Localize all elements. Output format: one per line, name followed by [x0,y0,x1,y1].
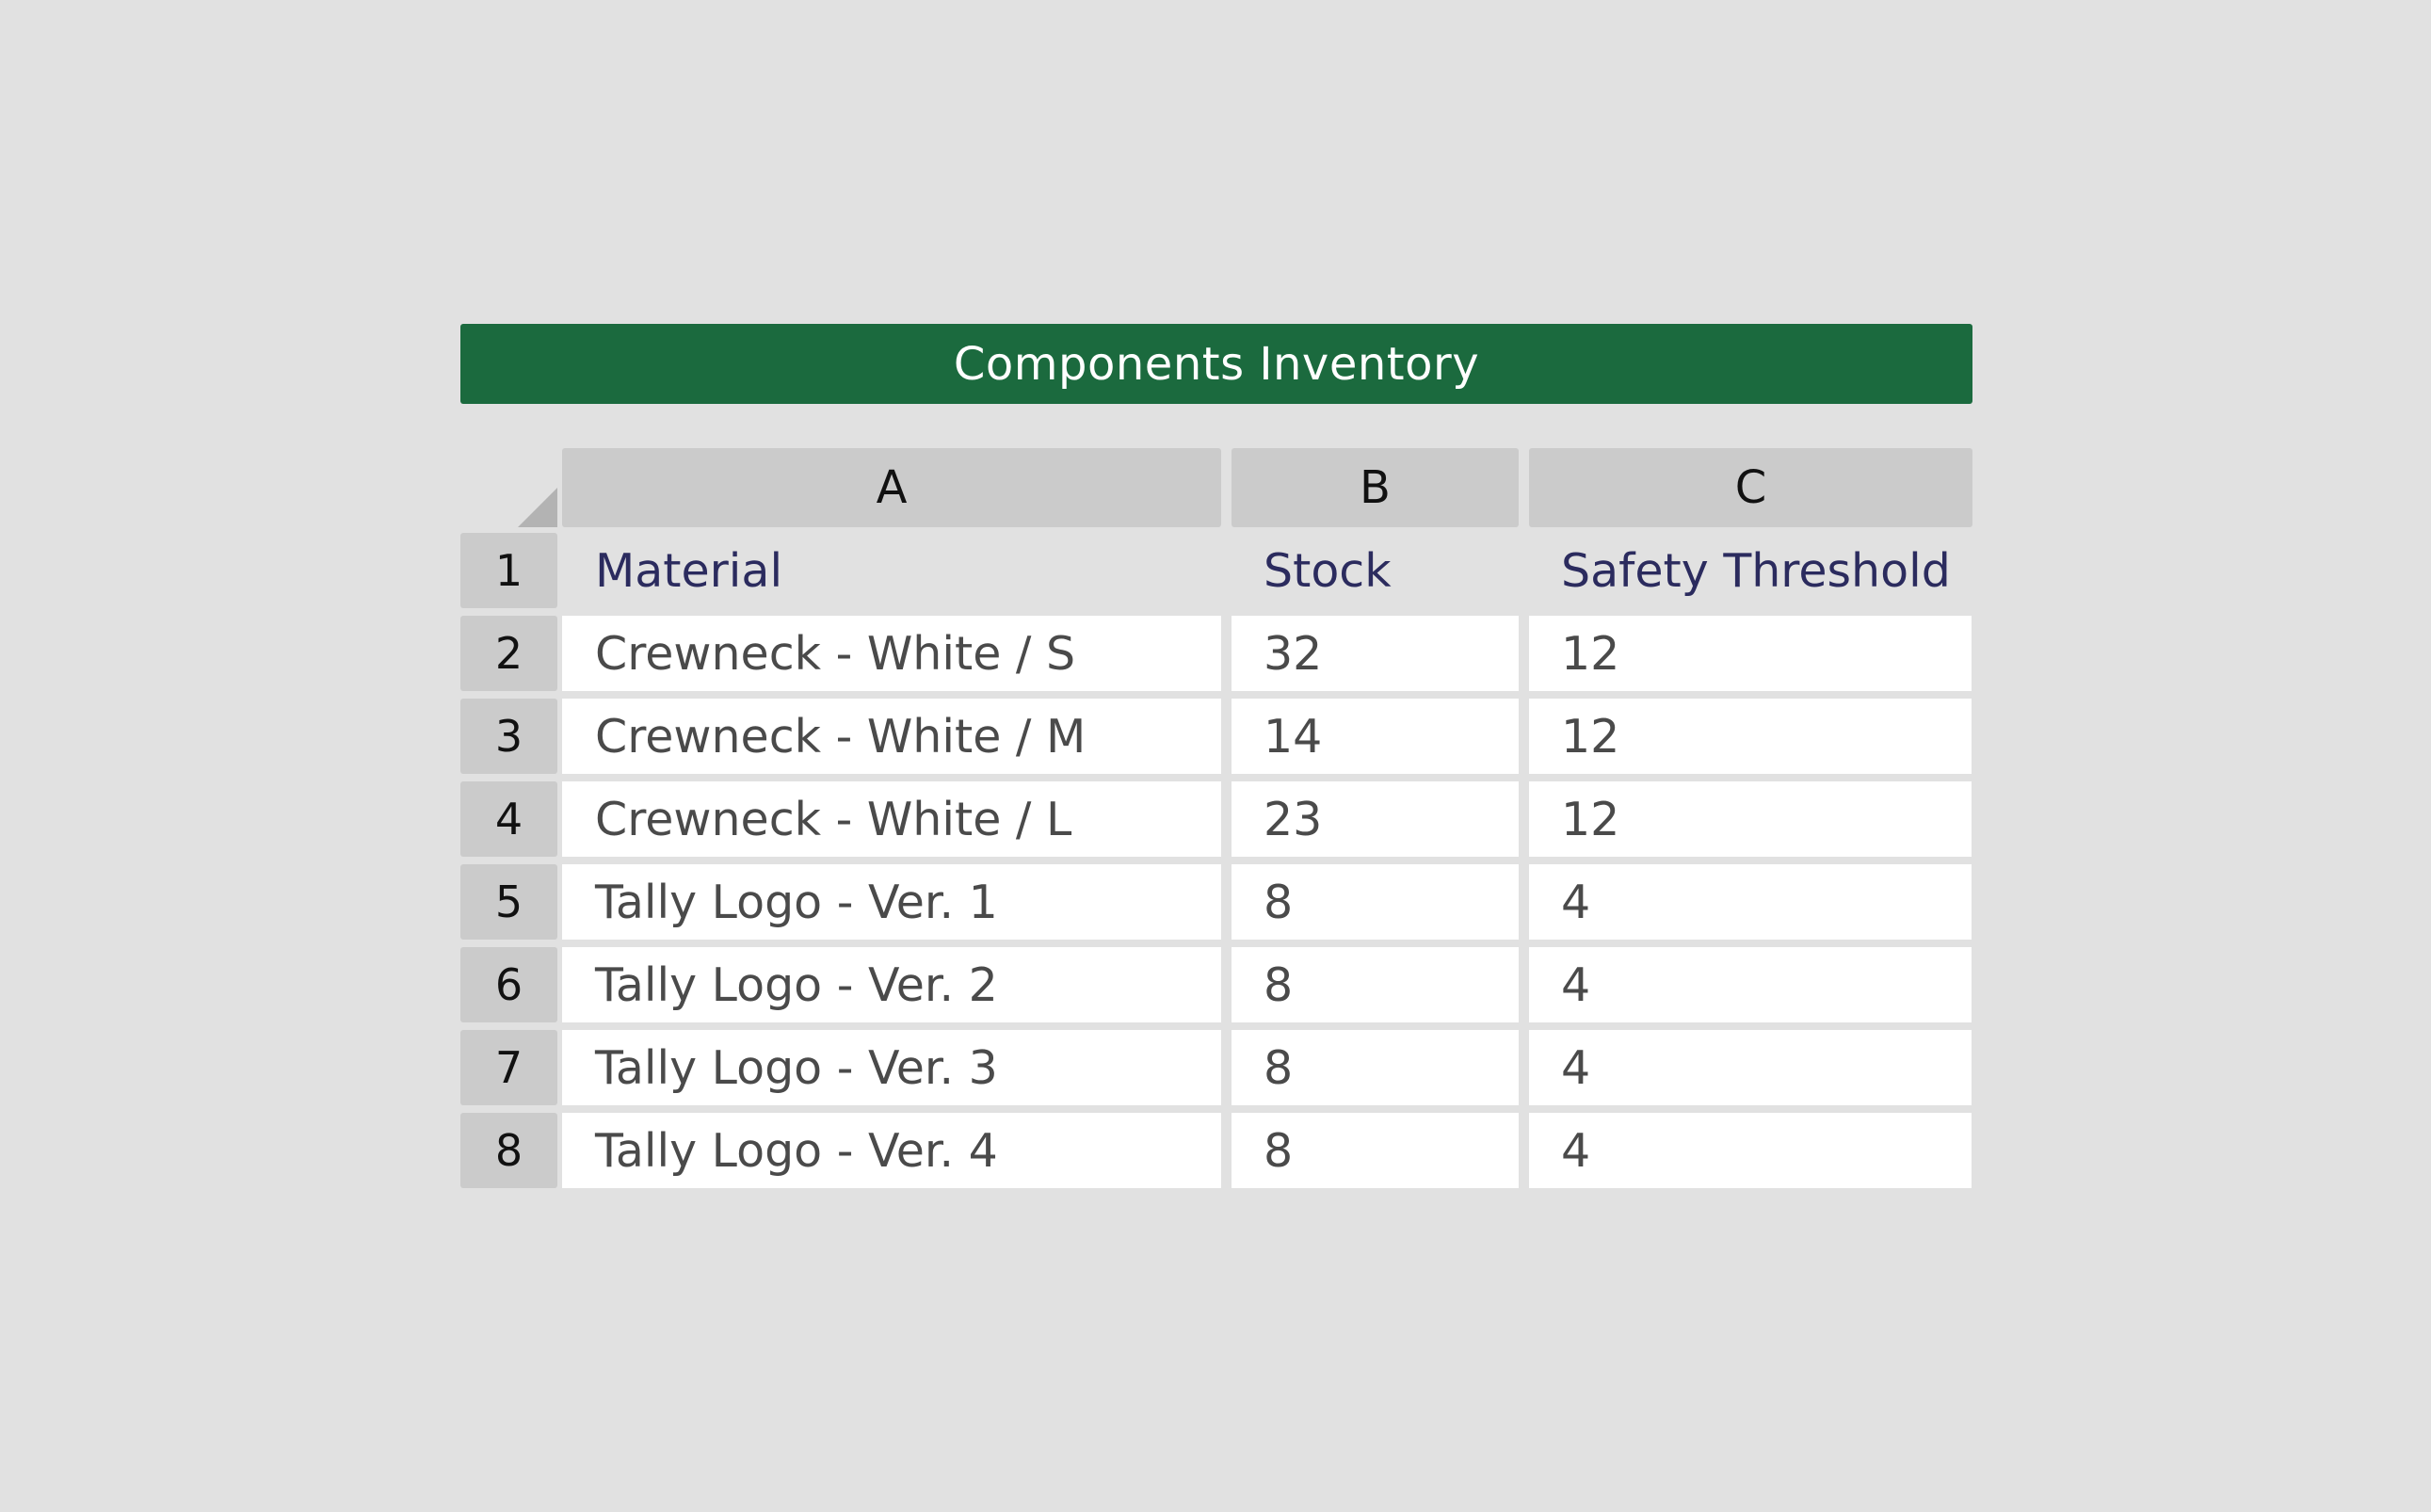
cell-a3[interactable]: Crewneck - White / M [562,699,1221,774]
cell-b4[interactable]: 23 [1232,781,1519,857]
sheet-title: Components Inventory [460,324,1972,404]
column-header-c[interactable]: C [1529,448,1972,527]
row-header-7[interactable]: 7 [460,1030,557,1105]
cell-c3[interactable]: 12 [1529,699,1972,774]
cell-b8[interactable]: 8 [1232,1113,1519,1188]
row-header-4[interactable]: 4 [460,781,557,857]
cell-c6[interactable]: 4 [1529,947,1972,1022]
cell-a6[interactable]: Tally Logo - Ver. 2 [562,947,1221,1022]
cell-b2[interactable]: 32 [1232,616,1519,691]
select-all-corner[interactable] [460,448,557,527]
cell-b5[interactable]: 8 [1232,864,1519,940]
row-header-8[interactable]: 8 [460,1113,557,1188]
row-header-1[interactable]: 1 [460,533,557,608]
select-all-triangle-icon [518,488,557,527]
cell-c2[interactable]: 12 [1529,616,1972,691]
cell-c5[interactable]: 4 [1529,864,1972,940]
row-header-3[interactable]: 3 [460,699,557,774]
row-header-5[interactable]: 5 [460,864,557,940]
cell-b3[interactable]: 14 [1232,699,1519,774]
row-header-6[interactable]: 6 [460,947,557,1022]
cell-a8[interactable]: Tally Logo - Ver. 4 [562,1113,1221,1188]
cell-c4[interactable]: 12 [1529,781,1972,857]
cell-c1[interactable]: Safety Threshold [1561,543,1951,598]
cell-b7[interactable]: 8 [1232,1030,1519,1105]
cell-a2[interactable]: Crewneck - White / S [562,616,1221,691]
column-header-a[interactable]: A [562,448,1221,527]
cell-b6[interactable]: 8 [1232,947,1519,1022]
cell-b1[interactable]: Stock [1264,543,1392,598]
cell-a5[interactable]: Tally Logo - Ver. 1 [562,864,1221,940]
cell-a1[interactable]: Material [595,543,783,598]
cell-a4[interactable]: Crewneck - White / L [562,781,1221,857]
cell-c7[interactable]: 4 [1529,1030,1972,1105]
cell-c8[interactable]: 4 [1529,1113,1972,1188]
column-header-b[interactable]: B [1232,448,1519,527]
row-header-2[interactable]: 2 [460,616,557,691]
cell-a7[interactable]: Tally Logo - Ver. 3 [562,1030,1221,1105]
